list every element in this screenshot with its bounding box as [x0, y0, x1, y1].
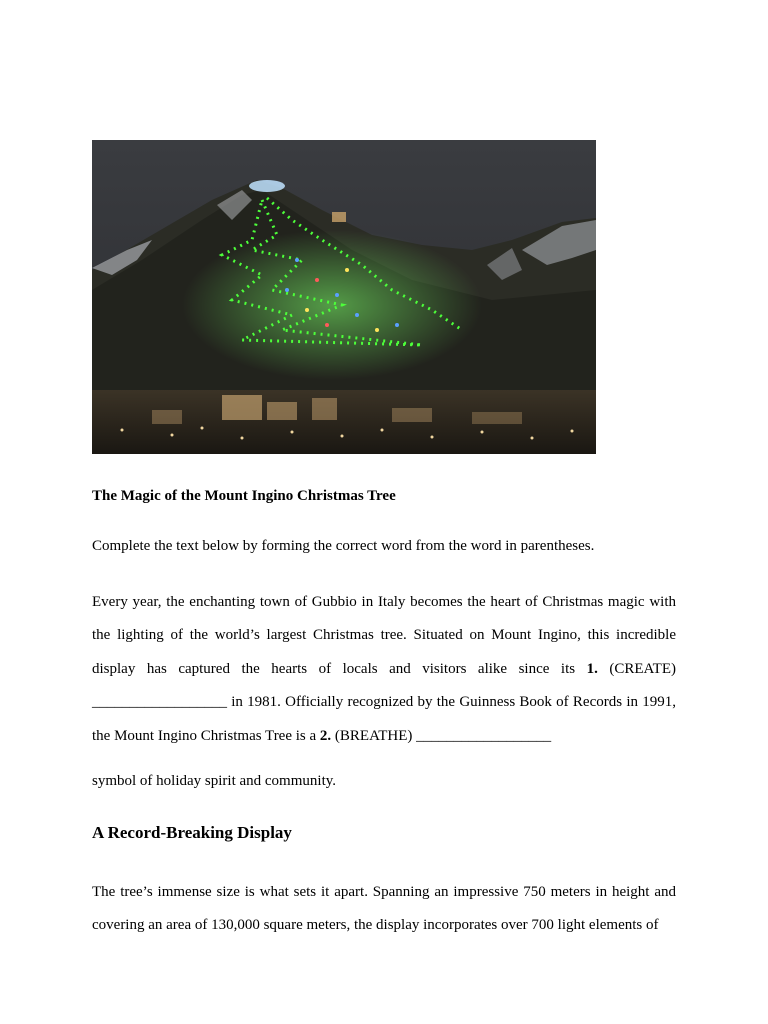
paragraph-1-end: symbol of holiday spirit and community.: [92, 773, 337, 789]
gap-2-word: (BREATHE) __________________: [331, 727, 552, 744]
christmas-tree-mountain-image: [92, 140, 596, 454]
article-title: The Magic of the Mount Ingino Christmas Tree: [92, 488, 396, 504]
exercise-instructions: Complete the text below by forming the correct word from the word in parentheses.: [92, 538, 595, 554]
section-heading: A Record-Breaking Display: [92, 823, 292, 842]
paragraph-1-text: Every year, the enchanting town of Gubbio in Italy becomes the heart of Christmas magic with the lighting of the world’s largest Christmas tree. Situated on Mount Ingino, this incredible display has captured the hearts of locals and visitors alike since its: [92, 594, 676, 677]
gap-1-number: 1.: [586, 660, 598, 677]
gap-1-word: (CREATE) __________________ in 1981. Officially recognized by the Guinness Book of Records in 1991, the Mount Ingino Christmas Tree is a: [92, 660, 676, 744]
paragraph-1: [92, 586, 676, 753]
mount-ingino-photo: [92, 140, 596, 454]
paragraph-2: The tree’s immense size is what sets it apart. Spanning an impressive 750 meters in height and covering an area of 130,000 square meters, the display incorporates over 700 light elements of: [92, 884, 676, 934]
gap-2-number: 2.: [319, 727, 332, 744]
